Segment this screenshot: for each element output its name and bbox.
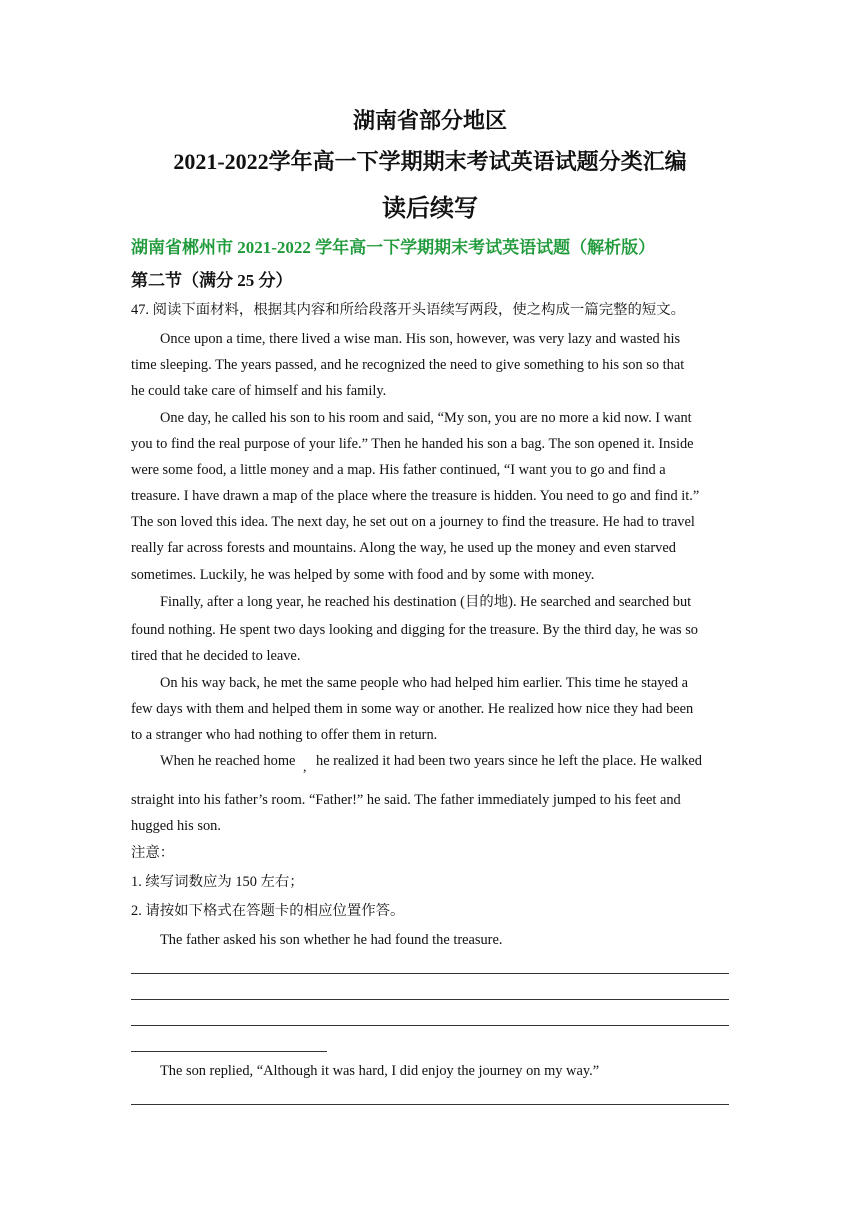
passage-line: Finally, after a long year, he reached his destination (目的地). He searched and searched but — [160, 594, 692, 610]
answer-line — [131, 999, 729, 1000]
passage-line: Once upon a time, there lived a wise man. His son, however, was very lazy and wasted his — [160, 331, 681, 347]
answer-line — [131, 1051, 327, 1052]
passage-line: found nothing. He spent two days looking and digging for the treasure. By the third day, he was so — [131, 622, 698, 638]
paragraph-opening-2: The son replied, “Although it was hard, I did enjoy the journey on my way.” — [160, 1063, 600, 1079]
passage-line: sometimes. Luckily, he was helped by some with food and by some with money. — [131, 567, 595, 583]
question-instruction: 47. 阅读下面材料，根据其内容和所给段落开头语续写两段，使之构成一篇完整的短文。 — [131, 302, 686, 318]
passage-line: you to find the real purpose of your life.” Then he handed his son a bag. The son opened it. Inside — [131, 436, 694, 452]
title-topic: 读后续写 — [382, 196, 478, 222]
passage-line: On his way back, he met the same people who had helped him earlier. This time he stayed a — [160, 675, 689, 691]
passage-line: When he reached home — [160, 753, 296, 769]
passage-comma: , — [303, 760, 307, 775]
answer-line — [131, 1104, 729, 1105]
passage-line: to a stranger who had nothing to offer them in return. — [131, 727, 438, 743]
passage-line: One day, he called his son to his room and said, “My son, you are no more a kid now. I want — [160, 410, 692, 426]
passage-line: treasure. I have drawn a map of the place where the treasure is hidden. You need to go and find it.” — [131, 488, 700, 504]
answer-line — [131, 1025, 729, 1026]
passage-line: really far across forests and mountains. Along the way, he used up the money and even starved — [131, 540, 676, 556]
passage-line: few days with them and helped them in some way or another. He realized how nice they had been — [131, 701, 694, 717]
passage-line: hugged his son. — [131, 818, 221, 834]
paragraph-opening-1: The father asked his son whether he had found the treasure. — [160, 932, 503, 948]
passage-line: time sleeping. The years passed, and he recognized the need to give something to his son so that — [131, 357, 685, 373]
section-heading: 第二节（满分 25 分） — [131, 271, 293, 290]
passage-line: he could take care of himself and his family. — [131, 383, 387, 399]
note-item: 2. 请按如下格式在答题卡的相应位置作答。 — [131, 903, 405, 919]
passage-line: he realized it had been two years since he left the place. He walked — [316, 753, 702, 769]
passage-line: tired that he decided to leave. — [131, 648, 301, 664]
passage-line: straight into his father’s room. “Father!” he said. The father immediately jumped to his feet and — [131, 792, 681, 808]
answer-line — [131, 973, 729, 974]
notes-label: 注意： — [131, 845, 175, 861]
passage-line: were some food, a little money and a map. His father continued, “I want you to go and find a — [131, 462, 666, 478]
source-heading: 湖南省郴州市 2021-2022 学年高一下学期期末考试英语试题（解析版） — [131, 238, 656, 257]
note-item: 1. 续写词数应为 150 左右； — [131, 874, 304, 890]
title-collection: 2021-2022学年高一下学期期末考试英语试题分类汇编 — [173, 149, 687, 174]
passage-line: The son loved this idea. The next day, he set out on a journey to find the treasure. He had to travel — [131, 514, 695, 530]
title-region: 湖南省部分地区 — [352, 108, 507, 133]
